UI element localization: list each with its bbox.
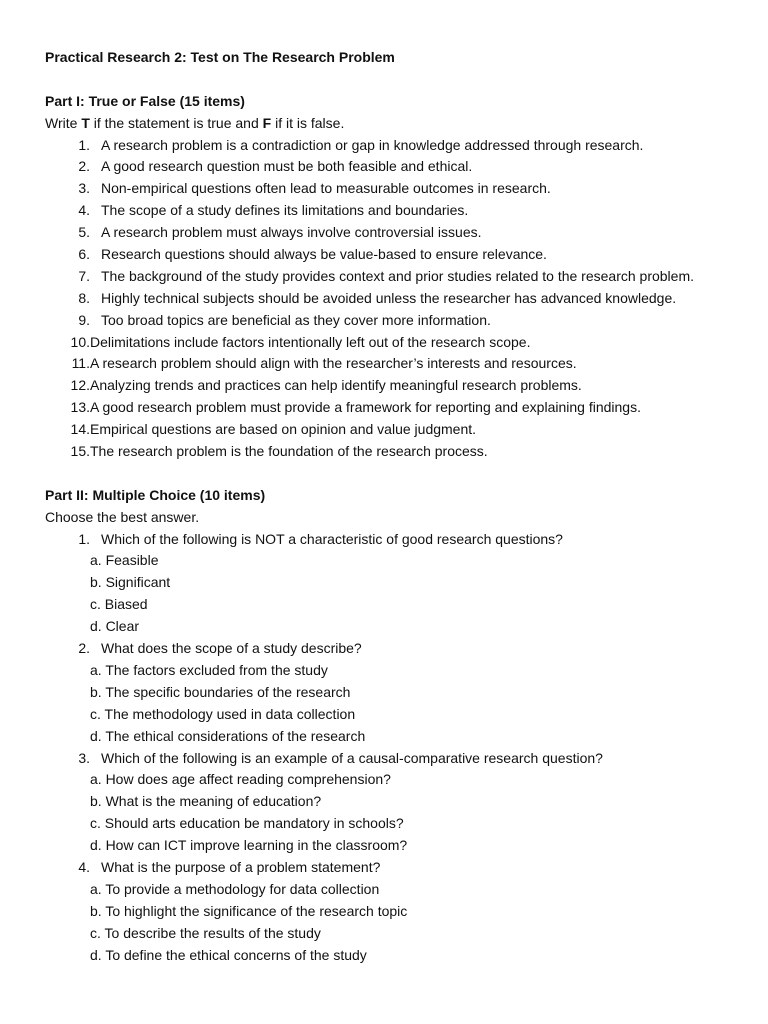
tf-item xyxy=(45,156,735,178)
question-number: 3. xyxy=(78,749,90,766)
item-number: 3. xyxy=(78,180,90,197)
question-stem xyxy=(45,529,735,551)
tf-item xyxy=(45,200,735,222)
answer-option: d. To define the ethical concerns of the study xyxy=(90,946,367,963)
item-number: 14. xyxy=(70,421,90,438)
question-text: What does the scope of a study describe? xyxy=(101,640,362,657)
tf-item xyxy=(45,222,735,244)
part1-heading: Part I: True or False (15 items) xyxy=(45,92,245,109)
item-number: 2. xyxy=(78,158,90,175)
answer-option: d. Clear xyxy=(90,618,140,635)
item-text: A research problem is a contradiction or gap in knowledge addressed through research. xyxy=(101,136,644,153)
question-stem xyxy=(45,748,735,770)
tf-item xyxy=(45,419,735,441)
item-text: Analyzing trends and practices can help identify meaningful research problems. xyxy=(90,377,582,394)
tf-item xyxy=(45,288,735,310)
item-text: The background of the study provides context and prior studies related to the research problem. xyxy=(101,267,695,284)
item-number: 15. xyxy=(70,443,90,460)
item-number: 8. xyxy=(78,289,90,306)
instruction-text: if it is false. xyxy=(271,114,345,131)
item-number: 1. xyxy=(78,136,90,153)
item-text: Empirical questions are based on opinion and value judgment. xyxy=(90,421,477,438)
answer-option: a. To provide a methodology for data collection xyxy=(90,880,380,897)
question-number: 2. xyxy=(78,640,90,657)
answer-option: b. What is the meaning of education? xyxy=(90,793,322,810)
item-number: 9. xyxy=(78,311,90,328)
tf-item xyxy=(45,441,735,463)
answer-option: d. How can ICT improve learning in the classroom? xyxy=(90,837,408,854)
question-text: What is the purpose of a problem statement? xyxy=(101,858,381,875)
item-text: Research questions should always be value-based to ensure relevance. xyxy=(101,246,547,263)
item-text: Highly technical subjects should be avoided unless the researcher has advanced knowledge. xyxy=(101,289,677,306)
tf-item xyxy=(45,353,735,375)
answer-option: a. How does age affect reading comprehension? xyxy=(90,771,391,788)
answer-option: c. To describe the results of the study xyxy=(90,924,321,941)
item-number: 4. xyxy=(78,202,90,219)
question-number: 4. xyxy=(78,858,90,875)
answer-option: a. Feasible xyxy=(90,552,159,569)
part2-question-list xyxy=(45,529,735,967)
mc-question xyxy=(45,857,735,966)
part1-instruction xyxy=(45,113,735,135)
instruction-text: Write xyxy=(45,114,82,131)
part2-instruction: Choose the best answer. xyxy=(45,508,200,525)
answer-option: c. The methodology used in data collection xyxy=(90,705,356,722)
tf-item xyxy=(45,332,735,354)
item-text: Delimitations include factors intentionally left out of the research scope. xyxy=(90,333,531,350)
document-title: Practical Research 2: Test on The Research Problem xyxy=(45,49,395,65)
tf-item xyxy=(45,266,735,288)
question-stem xyxy=(45,638,735,660)
item-number: 5. xyxy=(78,224,90,241)
item-text: A research problem should align with the researcher’s interests and resources. xyxy=(90,355,577,372)
item-number: 11. xyxy=(71,355,90,372)
question-text: Which of the following is NOT a characteristic of good research questions? xyxy=(101,530,563,547)
item-number: 6. xyxy=(78,246,90,263)
item-number: 12. xyxy=(70,377,90,394)
answer-option: d. The ethical considerations of the research xyxy=(90,727,366,744)
mc-question xyxy=(45,529,735,638)
spacer xyxy=(45,69,735,91)
part2-heading: Part II: Multiple Choice (10 items) xyxy=(45,486,266,503)
tf-item xyxy=(45,310,735,332)
question-number: 1. xyxy=(78,530,90,547)
item-text: A research problem must always involve controversial issues. xyxy=(101,224,482,241)
question-text: Which of the following is an example of a causal-comparative research question? xyxy=(101,749,603,766)
tf-item xyxy=(45,178,735,200)
part1-item-list xyxy=(45,135,735,463)
document-page xyxy=(45,47,735,966)
item-number: 10. xyxy=(70,333,90,350)
item-text: The scope of a study defines its limitations and boundaries. xyxy=(101,202,469,219)
item-number: 7. xyxy=(78,267,90,284)
tf-item xyxy=(45,244,735,266)
instruction-text: if the statement is true and xyxy=(89,114,263,131)
answer-option: c. Should arts education be mandatory in schools? xyxy=(90,815,404,832)
tf-item xyxy=(45,375,735,397)
item-text: Too broad topics are beneficial as they cover more information. xyxy=(101,311,491,328)
answer-option: c. Biased xyxy=(90,596,148,613)
item-number: 13. xyxy=(70,399,90,416)
question-stem xyxy=(45,857,735,879)
item-text: A good research problem must provide a framework for reporting and explaining findings. xyxy=(90,399,641,416)
item-text: A good research question must be both feasible and ethical. xyxy=(101,158,473,175)
tf-item xyxy=(45,397,735,419)
instruction-false-marker: F xyxy=(262,114,272,131)
answer-option: b. To highlight the significance of the research topic xyxy=(90,902,408,919)
answer-option: a. The factors excluded from the study xyxy=(90,661,328,678)
answer-option: b. The specific boundaries of the research xyxy=(90,683,351,700)
mc-question xyxy=(45,638,735,747)
spacer xyxy=(45,463,735,485)
tf-item xyxy=(45,135,735,157)
mc-question xyxy=(45,748,735,857)
instruction-true-marker: T xyxy=(81,114,90,131)
answer-option: b. Significant xyxy=(90,574,171,591)
item-text: Non-empirical questions often lead to measurable outcomes in research. xyxy=(101,180,551,197)
item-text: The research problem is the foundation of the research process. xyxy=(90,443,488,460)
